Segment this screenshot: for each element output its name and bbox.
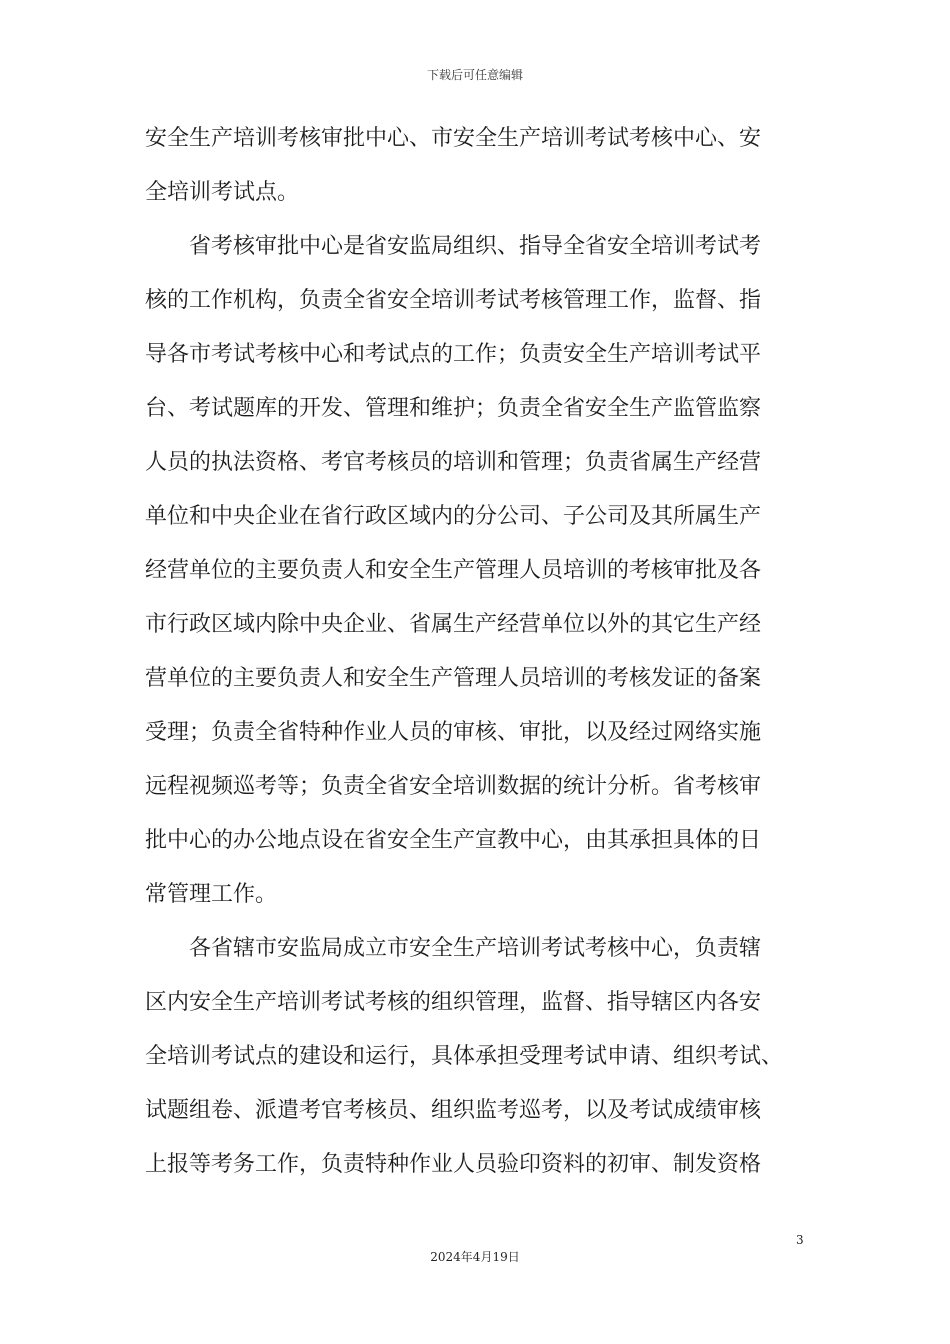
document-body bbox=[145, 112, 825, 1192]
text-line: 省考核审批中心是省安监局组织、指导全省安全培训考试考 bbox=[145, 234, 762, 259]
text-line: 营单位的主要负责人和安全生产管理人员培训的考核发证的备案 bbox=[145, 666, 762, 691]
text-line: 各省辖市安监局成立市安全生产培训考试考核中心，负责辖 bbox=[145, 936, 762, 961]
page-number: 3 bbox=[796, 1233, 804, 1247]
text-line: 导各市考试考核中心和考试点的工作；负责安全生产培训考试平 bbox=[145, 342, 762, 367]
text-line: 安全生产培训考核审批中心、市安全生产培训考试考核中心、安 bbox=[145, 126, 762, 151]
text-line: 单位和中央企业在省行政区域内的分公司、子公司及其所属生产 bbox=[145, 504, 762, 529]
text-line: 台、考试题库的开发、管理和维护；负责全省安全生产监管监察 bbox=[145, 396, 762, 421]
text-line: 远程视频巡考等；负责全省安全培训数据的统计分析。省考核审 bbox=[145, 774, 762, 799]
text-line: 受理；负责全省特种作业人员的审核、审批，以及经过网络实施 bbox=[145, 720, 762, 745]
text-line: 上报等考务工作，负责特种作业人员验印资料的初审、制发资格 bbox=[145, 1152, 762, 1177]
text-line: 市行政区域内除中央企业、省属生产经营单位以外的其它生产经 bbox=[145, 612, 762, 637]
text-line: 全培训考试点的建设和运行，具体承担受理考试申请、组织考试、 bbox=[145, 1044, 784, 1069]
text-line: 批中心的办公地点设在省安全生产宣教中心，由其承担具体的日 bbox=[145, 828, 762, 853]
text-line: 区内安全生产培训考试考核的组织管理，监督、指导辖区内各安 bbox=[145, 990, 762, 1015]
page-header: 下载后可任意编辑 bbox=[426, 68, 523, 82]
text-line: 核的工作机构，负责全省安全培训考试考核管理工作，监督、指 bbox=[145, 288, 762, 313]
text-line: 常管理工作。 bbox=[145, 882, 278, 907]
text-line: 试题组卷、派遣考官考核员、组织监考巡考，以及考试成绩审核 bbox=[145, 1098, 762, 1123]
footer-date: 2024年4月19日 bbox=[430, 1250, 520, 1264]
text-line: 经营单位的主要负责人和安全生产管理人员培训的考核审批及各 bbox=[145, 558, 762, 583]
text-line: 人员的执法资格、考官考核员的培训和管理；负责省属生产经营 bbox=[145, 450, 762, 475]
text-line: 全培训考试点。 bbox=[145, 180, 300, 205]
